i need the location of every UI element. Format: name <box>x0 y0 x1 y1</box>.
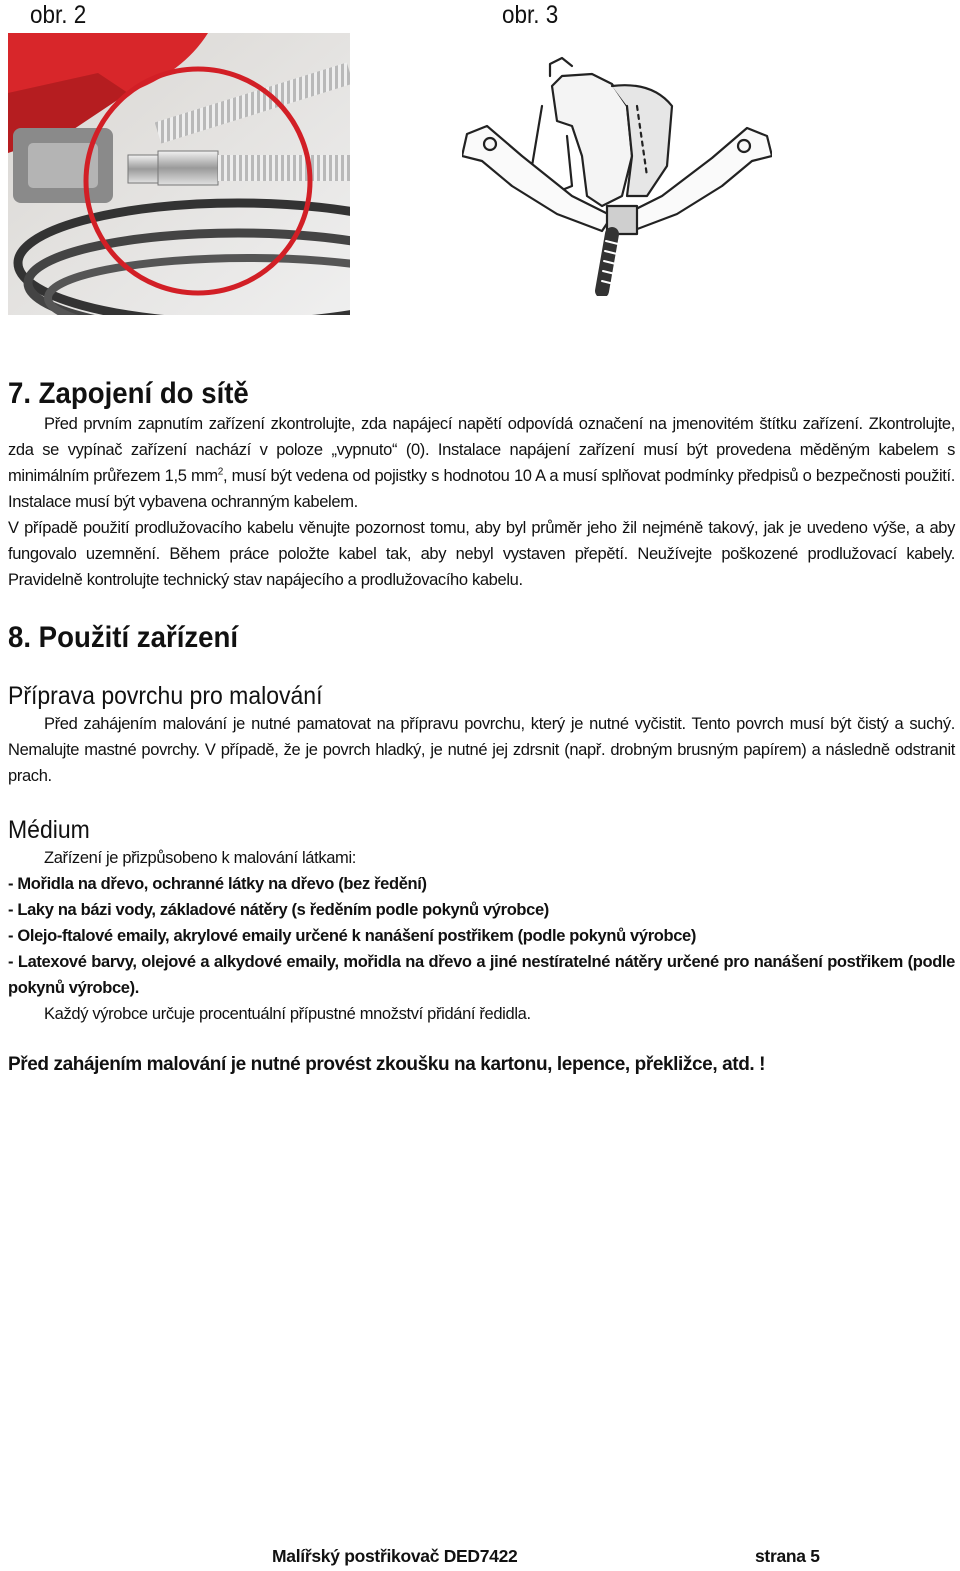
hose-connection-illustration <box>8 33 350 315</box>
section-7-paragraph-2: V případě použití prodlužovacího kabelu věnujte pozornost tomu, aby byl průměr jeho žil nejméně takový, jak je uvedeno výše, a aby fungovalo uzemnění. Během práce položte kabel tak, aby nebyl vystaven přepětí. Neužívejte poškozené prodlužovací kabely. Pravidelně kontrolujte technický stav napájecího a prodlužovacího kabelu. <box>8 519 955 589</box>
surface-prep-title: Příprava povrchu pro malování <box>8 682 323 710</box>
medium-title: Médium <box>8 816 90 844</box>
medium-intro: Zařízení je přizpůsobeno k malování látkami: <box>44 849 357 867</box>
medium-note: Každý výrobce určuje procentuální přípustné množství přidání ředidla. <box>44 1005 531 1023</box>
section-7-body <box>8 411 955 593</box>
footer-page-number: strana 5 <box>755 1546 820 1566</box>
section-7-paragraph-1: Před prvním zapnutím zařízení zkontrolujte, zda napájecí napětí odpovídá označení na jmenovitém štítku zařízení. Zkontrolujte, zda se vypínač zařízení nachází v poloze „vypnuto“ (0). Instalace napájení zařízení musí být provedena měděným kabelem s minimálním průřezem 1,5 $mm^2$, musí být vedena od pojistky s hodnotou 10 A a musí splňovat podmínky předpisů o bezpečnosti použití. Instalace musí být vybavena ochranným kabelem. <box>8 415 955 511</box>
medium-body <box>8 845 955 1027</box>
footer-product-name: Malířský postřikovač DED7422 <box>272 1546 518 1566</box>
figure-label-3: obr. 3 <box>502 1 559 29</box>
section-7-heading: 7. Zapojení do sítě <box>8 377 249 410</box>
medium-item-3: - Olejo-ftalové emaily, akrylové emaily určené k nanášení postřikem (podle pokynů výrobce) <box>8 927 697 945</box>
medium-item-4: - Latexové barvy, olejové a alkydové emaily, mořidla na dřevo a jiné nestíratelné nátěry určené pro nanášení postřikem (podle pokynů výrobce). <box>8 953 955 997</box>
surface-prep-text: Před zahájením malování je nutné pamatovat na přípravu povrchu, který je nutné vyčistit. Tento povrch musí být čistý a suchý. Nemalujte mastné povrchy. V případě, že je povrch hladký, je nutné jej zdrsnit (např. drobným brusným papírem) a následně odstranit prach. <box>8 715 955 785</box>
spray-gun-wrench-illustration <box>462 46 772 296</box>
figure-label-2: obr. 2 <box>30 1 87 29</box>
figure-hose-connection-photo <box>8 33 350 315</box>
test-warning: Před zahájením malování je nutné provést zkoušku na kartonu, lepence, překližce, atd. ! <box>8 1054 766 1075</box>
figure-spray-gun-wrenches <box>462 46 772 296</box>
section-8-heading: 8. Použití zařízení <box>8 621 239 654</box>
medium-item-1: - Mořidla na dřevo, ochranné látky na dřevo (bez ředění) <box>8 875 427 893</box>
medium-item-2: - Laky na bázi vody, základové nátěry (s ředěním podle pokynů výrobce) <box>8 901 549 919</box>
